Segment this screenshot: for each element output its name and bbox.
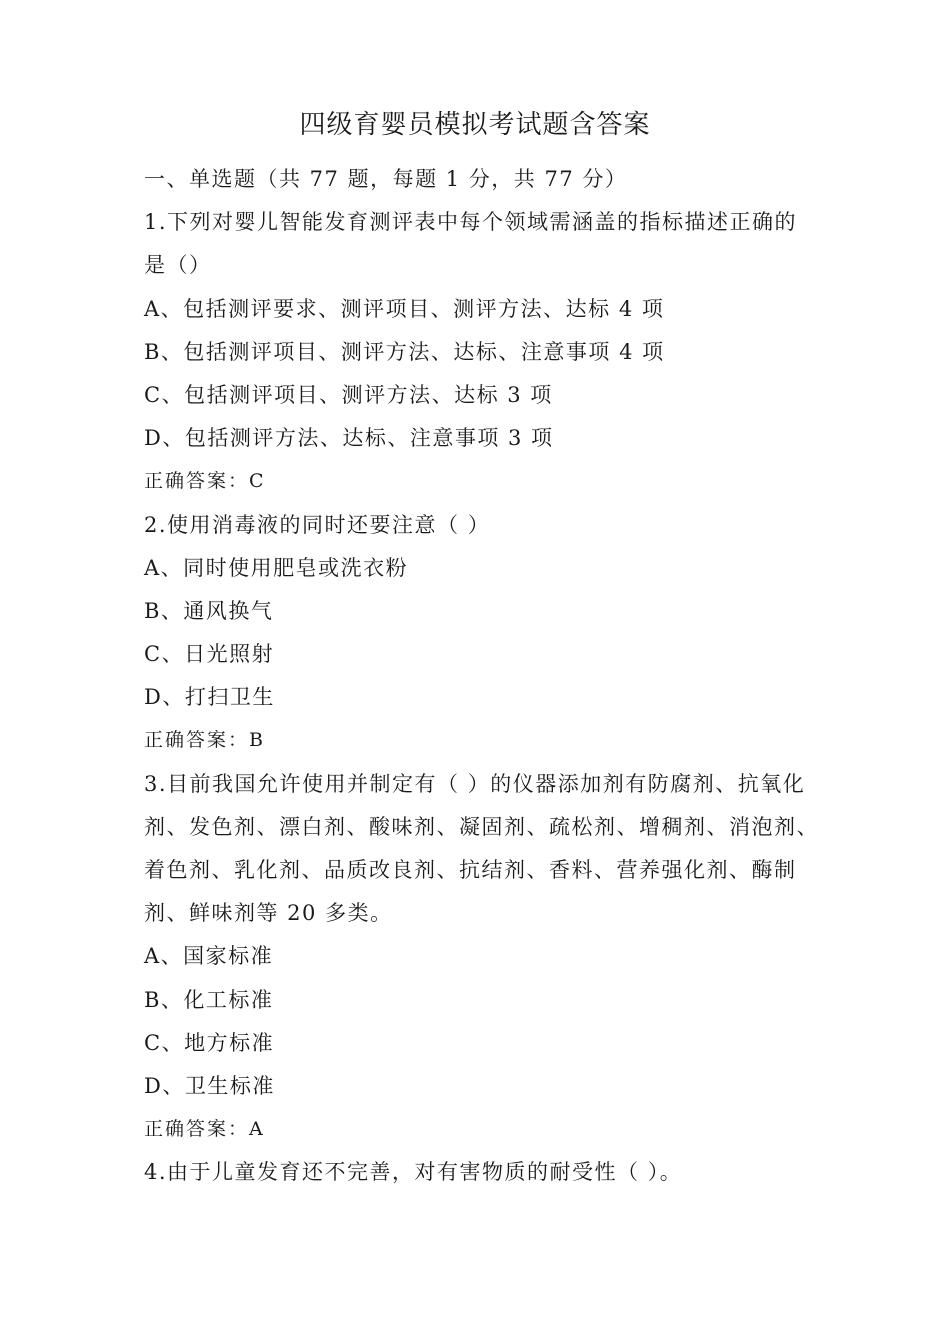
section-heading: 一、单选题（共 77 题，每题 1 分，共 77 分）: [144, 167, 628, 191]
question-3-stem-line-1: 3.目前我国允许使用并制定有（ ）的仪器添加剂有防腐剂、抗氧化: [144, 771, 806, 796]
question-2-option-d: D、打扫卫生: [144, 685, 275, 710]
question-2-answer: 正确答案：B: [144, 729, 265, 752]
question-3-answer: 正确答案：A: [144, 1118, 265, 1141]
document-body: [144, 158, 824, 1195]
question-3-stem-line-2: 剂、发色剂、漂白剂、酸味剂、凝固剂、疏松剂、增稠剂、消泡剂、: [144, 814, 819, 839]
question-2-stem-line-1: 2.使用消毒液的同时还要注意（ ）: [144, 512, 491, 537]
question-3-stem-line-3: 着色剂、乳化剂、品质改良剂、抗结剂、香料、营养强化剂、酶制: [144, 858, 797, 882]
question-1-answer: 正确答案：C: [144, 470, 266, 493]
question-2-option-b: B、通风换气: [144, 598, 274, 623]
question-1-option-a: A、包括测评要求、测评项目、测评方法、达标 4 项: [144, 296, 665, 321]
question-3-option-c: C、地方标准: [144, 1030, 275, 1055]
question-2-option-a: A、同时使用肥皂或洗衣粉: [144, 555, 409, 580]
question-3-option-d: D、卫生标准: [144, 1073, 275, 1098]
question-1-option-c: C、包括测评项目、测评方法、达标 3 项: [144, 382, 553, 407]
document-title: 四级育婴员模拟考试题含答案: [299, 110, 651, 140]
question-3-option-b: B、化工标准: [144, 987, 274, 1012]
question-1-stem-line-2: 是（）: [144, 253, 212, 278]
question-4-stem-line-1: 4.由于儿童发育还不完善，对有害物质的耐受性（ ）。: [144, 1160, 683, 1185]
question-1-option-b: B、包括测评项目、测评方法、达标、注意事项 4 项: [144, 339, 665, 364]
question-1-option-d: D、包括测评方法、达标、注意事项 3 项: [144, 426, 554, 451]
question-3-option-a: A、国家标准: [144, 944, 274, 969]
question-3-stem-line-4: 剂、鲜味剂等 20 多类。: [144, 901, 393, 926]
question-1-stem-line-1: 1.下列对婴儿智能发育测评表中每个领域需涵盖的指标描述正确的: [144, 210, 798, 235]
question-2-option-c: C、日光照射: [144, 642, 275, 667]
